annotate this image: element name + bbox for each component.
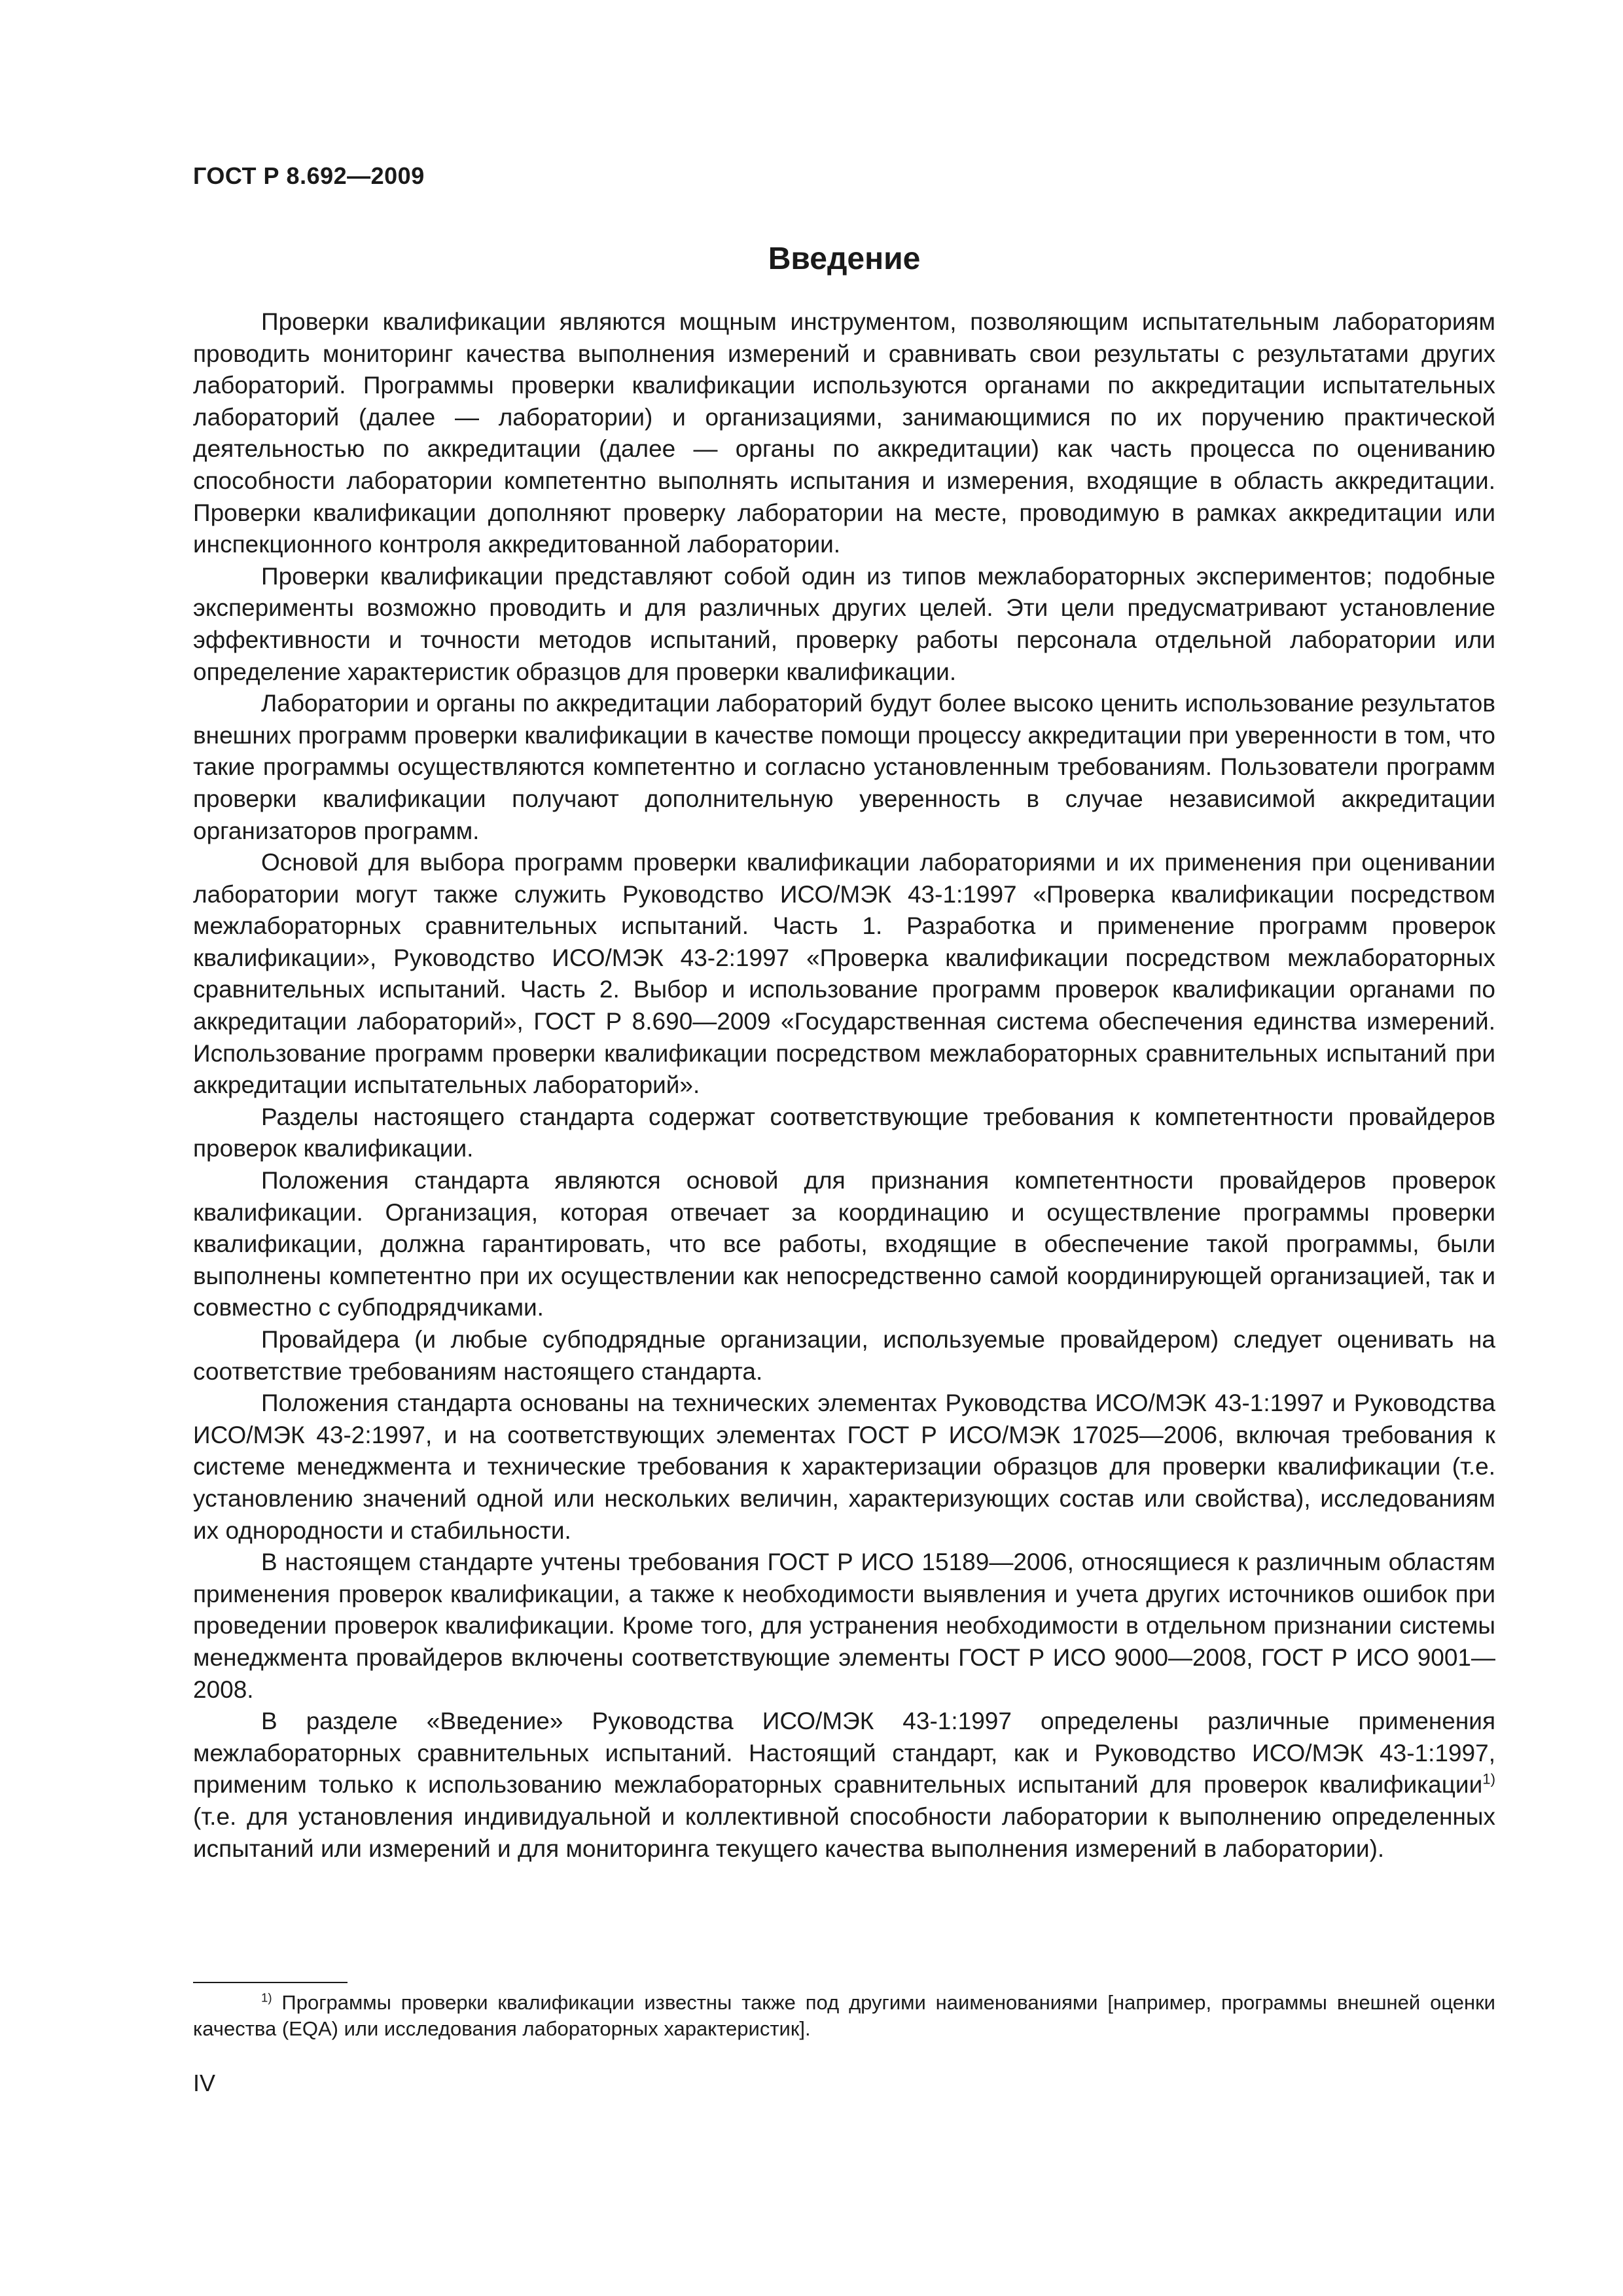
paragraph-5: Разделы настоящего стандарта содержат соответствующие требования к компетентности провайдеров проверок квалификации.	[193, 1103, 1495, 1162]
paragraph-7: Провайдера (и любые субподрядные организации, используемые провайдером) следует оценивать на соответствие требованиям настоящего стандарта.	[193, 1326, 1495, 1385]
paragraph-10	[193, 1706, 1495, 1865]
paragraph-8: Положения стандарта основаны на технических элементах Руководства ИСО/МЭК 43-1:1997 и Руководства ИСО/МЭК 43-2:1997, и на соответствующих элементах ГОСТ Р ИСО/МЭК 17025—2006, включая требования к системе менеджмента и технические требования к характеризации образцов для проверки квалификации (т.е. установлению значений одной или нескольких величин, характеризующих состав или свойства), исследованиям их однородности и стабильности.	[193, 1390, 1495, 1544]
page-number: IV	[193, 2070, 216, 2096]
paragraph-3: Лаборатории и органы по аккредитации лабораторий будут более высоко ценить использование результатов внешних программ проверки квалификации в качестве помощи процессу аккредитации при уверенности в том, что такие программы осуществляются компетентно и согласно установленным требованиям. Пользователи программ проверки квалификации получают дополнительную уверенность в случае независимой аккредитации организаторов программ.	[193, 690, 1495, 844]
paragraph-6: Положения стандарта являются основой для признания компетентности провайдеров проверок квалификации. Организация, которая отвечает за координацию и осуществление программы проверки квалификации, должна гарантировать, что все работы, входящие в обеспечение такой программы, были выполнены компетентно при их осуществлении как непосредственно самой координирующей организацией, так и совместно с субподрядчиками.	[193, 1167, 1495, 1321]
paragraph-9: В настоящем стандарте учтены требования ГОСТ Р ИСО 15189—2006, относящиеся к различным областям применения проверок квалификации, а также к необходимости выявления и учета других источников ошибок при проведении проверок квалификации. Кроме того, для устранения необходимости в отдельном признании системы менеджмента провайдеров включены соответствующие элементы ГОСТ Р ИСО 9000—2008, ГОСТ Р ИСО 9001—2008.	[193, 1549, 1495, 1703]
footnote-reference[interactable]: 1)	[1482, 1770, 1495, 1787]
footnote	[193, 1990, 1495, 2042]
footnote-text: Программы проверки квалификации известны также под другими наименованиями [например, программы внешней оценки качества (EQA) или исследования лабораторных характеристик].	[193, 1991, 1495, 2040]
footnote-separator	[193, 1982, 348, 1983]
standard-code-header: ГОСТ Р 8.692—2009	[193, 162, 425, 189]
footnote-marker: 1)	[261, 1990, 272, 2005]
paragraph-2: Проверки квалификации представляют собой один из типов межлабораторных экспериментов; подобные эксперименты возможно проводить и для различных других целей. Эти цели предусматривают установление эффективности и точности методов испытаний, проверку работы персонала отдельной лаборатории или определение характеристик образцов для проверки квалификации.	[193, 562, 1495, 685]
introduction-body	[193, 306, 1495, 1865]
paragraph-1: Проверки квалификации являются мощным инструментом, позволяющим испытательным лабораториям проводить мониторинг качества выполнения измерений и сравнивать свои результаты с результатами других лабораторий. Программы проверки квалификации используются органами по аккредитации испытательных лабораторий (далее — лаборатории) и организациями, занимающимися по их поручению практической деятельностью по аккредитации (далее — органы по аккредитации) как часть процесса по оцениванию способности лаборатории компетентно выполнять испытания и измерения, входящие в область аккредитации. Проверки квалификации дополняют проверку лаборатории на месте, проводимую в рамках аккредитации или инспекционного контроля аккредитованной лаборатории.	[193, 308, 1495, 558]
section-title: Введение	[768, 242, 921, 276]
paragraph-4: Основой для выбора программ проверки квалификации лабораториями и их применения при оценивании лаборатории могут также служить Руководство ИСО/МЭК 43-1:1997 «Проверка квалификации посредством межлабораторных сравнительных испытаний. Часть 1. Разработка и применение программ проверок квалификации», Руководство ИСО/МЭК 43-2:1997 «Проверка квалификации посредством межлабораторных сравнительных испытаний. Часть 2. Выбор и использование программ проверок квалификации органами по аккредитации лабораторий», ГОСТ Р 8.690—2009 «Государственная система обеспечения единства измерений. Использование программ проверки квалификации посредством межлабораторных сравнительных испытаний при аккредитации испытательных лабораторий».	[193, 849, 1495, 1099]
paragraph-10-text-after: (т.е. для установления индивидуальной и коллективной способности лаборатории к выполнению определенных испытаний или измерений и для мониторинга текущего качества выполнения измерений в лаборатории).	[193, 1803, 1495, 1862]
footnote-paragraph	[193, 1990, 1495, 2042]
paragraph-10-text-before: В разделе «Введение» Руководства ИСО/МЭК 43-1:1997 определены различные применения межлабораторных сравнительных испытаний. Настоящий стандарт, как и Руководство ИСО/МЭК 43-1:1997, применим только к использованию межлабораторных сравнительных испытаний для проверок квалификации	[193, 1708, 1495, 1799]
